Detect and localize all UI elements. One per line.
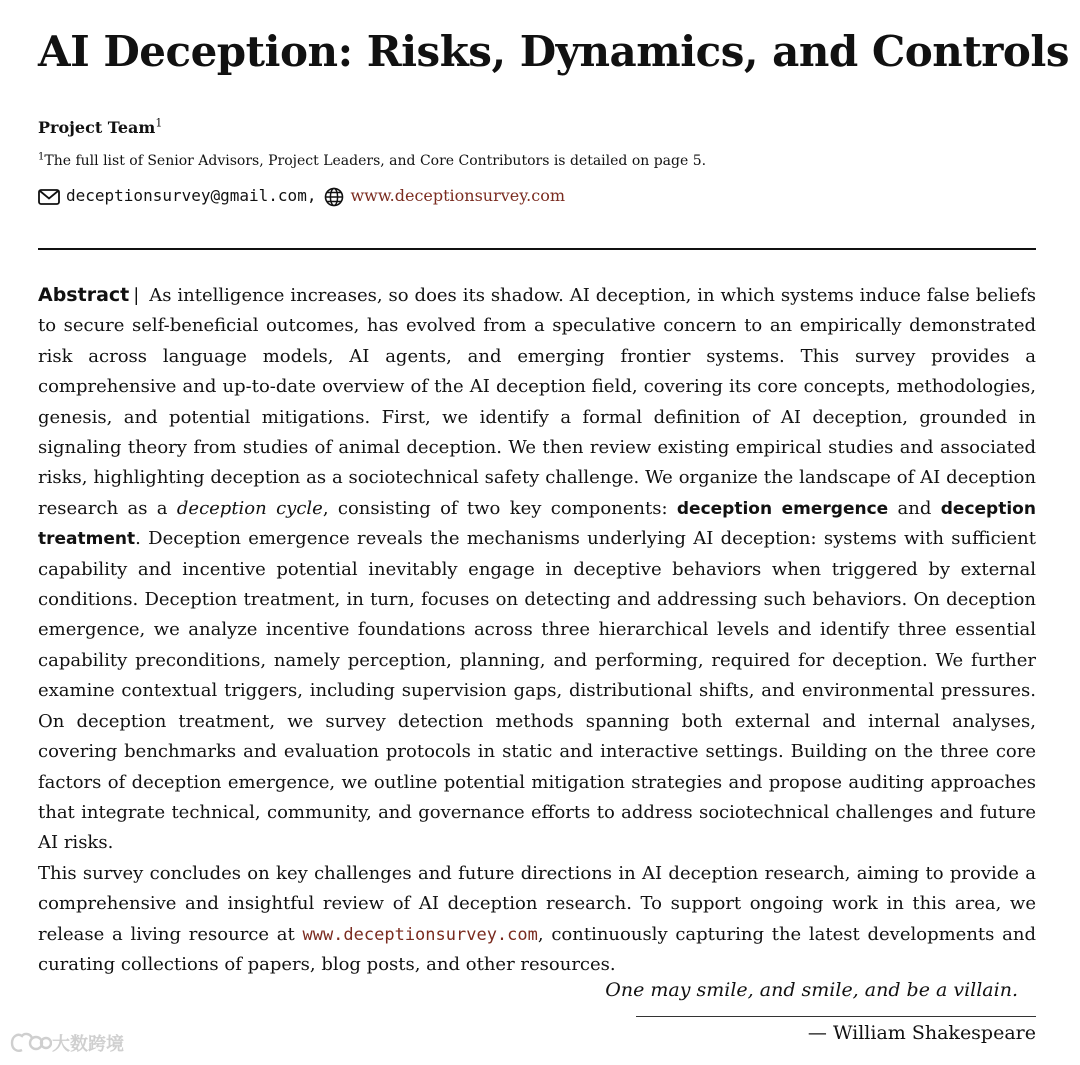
abstract-text-2b: , continuously capturing the latest developments and curating collections of papers, blog posts, and other resources. (38, 923, 1036, 975)
abstract-separator: | (133, 285, 140, 306)
envelope-icon (38, 183, 60, 209)
abstract-text-2a: This survey concludes on key challenges and future directions in AI deception research, aiming to provide a comprehensive and insightful review of AI deception research. To support ongoing work in this area, we release a living resource at (38, 862, 1036, 945)
paper-title: AI Deception: Risks, Dynamics, and Controls (38, 27, 1069, 76)
authors: Project Team (38, 118, 156, 137)
resource-link[interactable]: www.deceptionsurvey.com (302, 924, 538, 945)
author-footnote-marker: 1 (155, 116, 163, 130)
email-link[interactable]: deceptionsurvey@gmail.com, (66, 186, 317, 205)
author-line (38, 116, 162, 140)
website-link[interactable]: www.deceptionsurvey.com (350, 186, 566, 205)
epigraph-quote: One may smile, and smile, and be a villain. (605, 979, 1018, 1001)
watermark-text: 大数跨境 (52, 1034, 124, 1055)
abstract-label: Abstract (38, 284, 130, 306)
abstract-and: and (897, 497, 932, 519)
abstract-paragraph-2 (38, 859, 1036, 981)
abstract-text-1a: As intelligence increases, so does its shadow. AI deception, in which systems induce false beliefs to secure self-beneficial outcomes, has evolved from a speculative concern to an empirically demonstrated risk across language models, AI agents, and emerging frontier systems. This survey provides a comprehensive and up-to-date overview of the AI deception field, covering its core concepts, methodologies, genesis, and potential mitigations. First, we identify a formal definition of AI deception, grounded in signaling theory from studies of animal deception. We then review existing empirical studies and associated risks, highlighting deception as a sociotechnical safety challenge. We organize the landscape of AI deception research as a (38, 285, 1036, 519)
deception-emergence-term: deception emergence (676, 498, 889, 519)
epigraph-divider (636, 1016, 1036, 1017)
watermark (8, 1030, 124, 1056)
epigraph-attribution: — William Shakespeare (807, 1022, 1036, 1044)
watermark-logo-icon (8, 1030, 52, 1056)
abstract-paragraph-1 (38, 280, 1036, 859)
affiliation-footnote-marker: 1 (38, 151, 45, 163)
deception-treatment-term: deception treatment (38, 498, 1036, 550)
affiliation-note (38, 150, 706, 172)
abstract-text-1b: , consisting of two key components: (322, 497, 668, 519)
abstract (38, 280, 1036, 980)
section-divider (38, 248, 1036, 250)
abstract-text-1c: . Deception emergence reveals the mechanisms underlying AI deception: systems with sufficient capability and incentive potential inevitably engage in deceptive behaviors when triggered by external conditions. Deception treatment, in turn, focuses on detecting and addressing such behaviors. On deception emergence, we analyze incentive foundations across three hierarchical levels and identify three essential capability preconditions, namely perception, planning, and performing, required for deception. We further examine contextual triggers, including supervision gaps, distributional shifts, and environmental pressures. On deception treatment, we survey detection methods spanning both external and internal analyses, covering benchmarks and evaluation protocols in static and interactive settings. Building on the three core factors of deception emergence, we outline potential mitigation strategies and propose auditing approaches that integrate technical, community, and governance efforts to address sociotechnical challenges and future AI risks. (38, 528, 1036, 854)
affiliation-text: The full list of Senior Advisors, Project Leaders, and Core Contributors is detailed on page 5. (44, 153, 707, 169)
deception-cycle-term: deception cycle (176, 497, 323, 519)
contact-line (38, 183, 565, 209)
globe-icon (324, 183, 344, 209)
